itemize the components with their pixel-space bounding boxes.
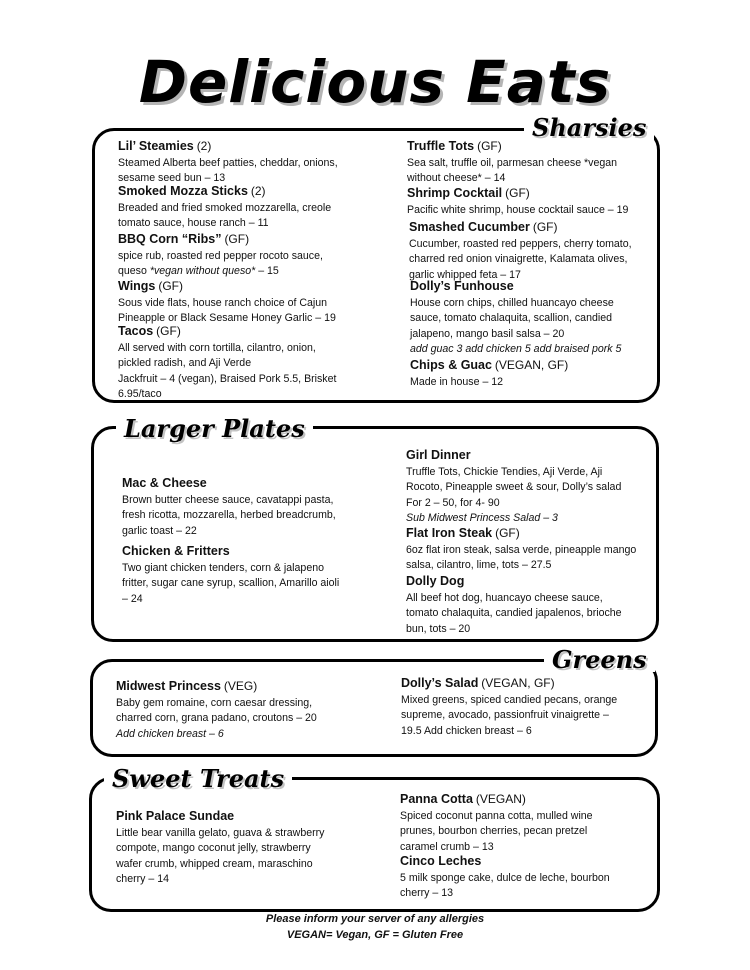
item-name: Mac & Cheese <box>122 476 207 490</box>
item-name: Chips & Guac <box>410 358 492 372</box>
menu-item <box>118 231 348 280</box>
item-name: Cinco Leches <box>400 854 482 868</box>
item-tag: (GF) <box>156 324 181 338</box>
item-description-italic: *vegan without queso* <box>149 265 256 277</box>
item-description: Truffle Tots, Chickie Tendies, Aji Verde, Aji Rocoto, Pineapple sweet & sour, Dolly’s salad <box>406 465 622 493</box>
item-prices: For 2 – 50, for 4- 90 <box>406 496 500 509</box>
item-description: Brown butter cheese sauce, cavatappi pasta, fresh ricotta, mozzarella, herbed breadcrumb, garlic toast – 22 <box>122 493 336 537</box>
item-name: Flat Iron Steak <box>406 526 493 540</box>
larger-plates-heading: Larger Plates <box>116 417 313 441</box>
item-description: Pacific white shrimp, house cocktail sauce – 19 <box>407 203 629 216</box>
item-description: Sous vide flats, house ranch choice of Cajun Pineapple or Black Sesame Honey Garlic – 19 <box>118 296 336 324</box>
menu-item <box>407 185 647 218</box>
item-description: 5 milk sponge cake, dulce de leche, bourbon cherry – 13 <box>400 871 610 899</box>
item-tag: (VEGAN, GF) <box>481 676 555 690</box>
menu-item <box>407 138 647 187</box>
item-description: Cucumber, roasted red peppers, cherry tomato, charred red onion vinaigrette, Kalamata olives, garlic whipped feta – 17 <box>409 237 632 281</box>
item-description <box>118 249 348 280</box>
item-name: Panna Cotta <box>400 792 473 806</box>
item-name: Dolly Dog <box>406 574 465 588</box>
item-name: Dolly’s Salad <box>401 676 479 690</box>
item-tag: (GF) <box>477 139 502 153</box>
menu-item <box>401 675 626 739</box>
allergy-notice: Please inform your server of any allergies <box>265 913 485 925</box>
item-name: Shrimp Cocktail <box>407 186 503 200</box>
greens-heading: Greens <box>544 648 655 672</box>
item-description: Made in house – 12 <box>410 375 504 388</box>
menu-item <box>406 447 638 527</box>
item-name: Midwest Princess <box>116 679 221 693</box>
item-tag: (2) <box>250 184 266 198</box>
menu-item <box>118 138 348 187</box>
item-name: Dolly’s Funhouse <box>410 279 514 293</box>
item-price: – 15 <box>255 265 279 277</box>
item-tag: (VEGAN, GF) <box>494 358 569 372</box>
item-description: Baby gem romaine, corn caesar dressing, charred corn, grana padano, croutons – 20 <box>116 696 317 724</box>
item-description: Little bear vanilla gelato, guava & strawberry compote, mango coconut jelly, strawberry wafer crumb, whipped cream, maraschino cherry – 14 <box>116 826 325 885</box>
menu-item <box>118 278 348 327</box>
item-tag: (VEG) <box>223 679 258 693</box>
item-tag: (GF) <box>158 279 183 293</box>
item-name: Wings <box>118 279 156 293</box>
item-name: Pink Palace Sundae <box>116 809 235 823</box>
item-prices: Jackfruit – 4 (vegan), Braised Pork 5.5, Brisket 6.95/taco <box>118 372 337 400</box>
menu-item <box>406 573 638 637</box>
item-description: Spiced coconut panna cotta, mulled wine prunes, bourbon cherries, pecan pretzel caramel crumb – 13 <box>400 809 593 853</box>
item-tag: (GF) <box>532 220 558 234</box>
item-name: Lil’ Steamies <box>118 139 194 153</box>
item-description: Steamed Alberta beef patties, cheddar, onions, sesame seed bun – 13 <box>118 156 338 184</box>
menu-item <box>116 678 341 742</box>
item-addons: add guac 3 add chicken 5 add braised pork 5 <box>410 343 622 355</box>
item-name: Truffle Tots <box>407 139 475 153</box>
item-tag: (VEGAN) <box>475 792 526 806</box>
item-tag: (GF) <box>495 526 520 540</box>
item-tag: (GF) <box>505 186 530 200</box>
item-name: Smoked Mozza Sticks <box>118 184 248 198</box>
item-description: Sea salt, truffle oil, parmesan cheese *vegan without cheese* – 14 <box>407 156 618 184</box>
item-substitution: Sub Midwest Princess Salad – 3 <box>406 512 558 524</box>
menu-item <box>122 543 347 607</box>
menu-title: Delicious Eats <box>138 48 612 116</box>
menu-item <box>410 278 640 358</box>
menu-item <box>409 219 639 283</box>
menu-item <box>122 475 347 539</box>
item-tag: (GF) <box>224 232 250 246</box>
menu-item <box>410 357 640 390</box>
item-name: Chicken & Fritters <box>122 544 230 558</box>
item-addon: Add chicken breast – 6 <box>116 727 224 740</box>
sweet-treats-heading: Sweet Treats <box>104 767 292 791</box>
item-description: Mixed greens, spiced candied pecans, orange supreme, avocado, passionfruit vinaigrette – 19.5 Add chicken breast – 6 <box>401 693 618 737</box>
menu-item <box>406 525 638 574</box>
menu-item <box>116 808 338 888</box>
item-name: Girl Dinner <box>406 448 471 462</box>
item-name: Tacos <box>118 324 154 338</box>
menu-item <box>118 323 348 403</box>
item-description: All served with corn tortilla, cilantro, onion, pickled radish, and Aji Verde <box>118 341 316 369</box>
item-description: Breaded and fried smoked mozzarella, creole tomato sauce, house ranch – 11 <box>118 201 332 229</box>
item-description: 6oz flat iron steak, salsa verde, pineapple mango salsa, cilantro, lime, tots – 27.5 <box>406 543 637 571</box>
item-description-text: spice rub, roasted red pepper rocoto sauce, queso <box>118 249 323 277</box>
item-name: BBQ Corn “Ribs” <box>118 232 222 246</box>
item-tag: (2) <box>196 139 212 153</box>
sharsies-heading: Sharsies <box>524 116 654 140</box>
menu-item <box>400 791 625 855</box>
item-description: House corn chips, chilled huancayo cheese sauce, tomato chalaquita, scallion, candied jalapeno, mango basil salsa – 20 <box>410 296 614 340</box>
menu-item <box>400 853 625 902</box>
item-description: All beef hot dog, huancayo cheese sauce, tomato chalaquita, candied japalenos, brioche bun, tots – 20 <box>406 591 622 635</box>
diet-legend: VEGAN= Vegan, GF = Gluten Free <box>286 929 464 941</box>
item-name: Smashed Cucumber <box>409 220 530 234</box>
item-description: Two giant chicken tenders, corn & jalapeno fritter, sugar cane syrup, scallion, Amarillo aioli – 24 <box>122 561 340 605</box>
menu-item <box>118 183 348 232</box>
